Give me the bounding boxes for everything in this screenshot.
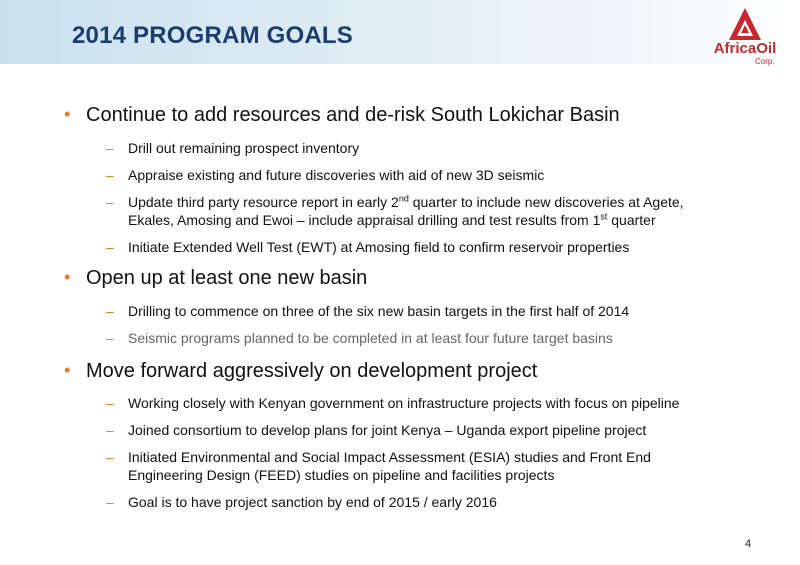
dash-marker: – xyxy=(106,330,114,346)
bullet-dot: • xyxy=(64,267,71,287)
dash-marker: – xyxy=(106,303,114,319)
page-number: 4 xyxy=(745,538,752,550)
page-title: 2014 PROGRAM GOALS xyxy=(72,22,353,49)
bullet-dot: • xyxy=(64,360,71,380)
slide-content: • Continue to add resources and de-risk South Lokichar Basin – Drill out remaining prospect inventory – Appraise existing and future discoveries with aid of new 3D seismic – Update third party resource report in early 2nd quarter to include new discoveries at Agete, Ekales, Amosing and Ewoi – include appraisal drilling and test results from 1st quarter – Initiate Extended Well Test (EWT) at Amosing field to confirm reservoir properties • Open up at least one new basin – Drilling to commence on three of the six new basin targets in the first half of 2014 – Seismic programs planned to be completed in at least four future target basins • Move forward aggressively on development project – Working closely with Kenyan government on infrastructure projects with focus on pipeline – Joined consortium to develop plans for joint Kenya – Uganda export pipeline project – Initiated Environmental and Social Impact Assessment (ESIA) studies and Front End Engineering Design (FEED) studies on pipeline and facilities projects – Goal is to have project sanction by end of 2015 / early 2016 xyxy=(64,104,684,510)
dash-marker: – xyxy=(106,422,114,438)
dash-marker: – xyxy=(106,140,114,156)
dash-marker: – xyxy=(106,449,114,465)
dash-marker: – xyxy=(106,494,114,510)
bullet-dot: • xyxy=(64,104,71,124)
dash-marker: – xyxy=(106,395,114,411)
logo-wordmark: AfricaOil xyxy=(713,40,777,57)
dash-marker: – xyxy=(106,167,114,183)
dash-marker: – xyxy=(106,239,114,255)
logo-corp: Corp. xyxy=(755,57,775,66)
dash-marker: – xyxy=(106,194,114,210)
